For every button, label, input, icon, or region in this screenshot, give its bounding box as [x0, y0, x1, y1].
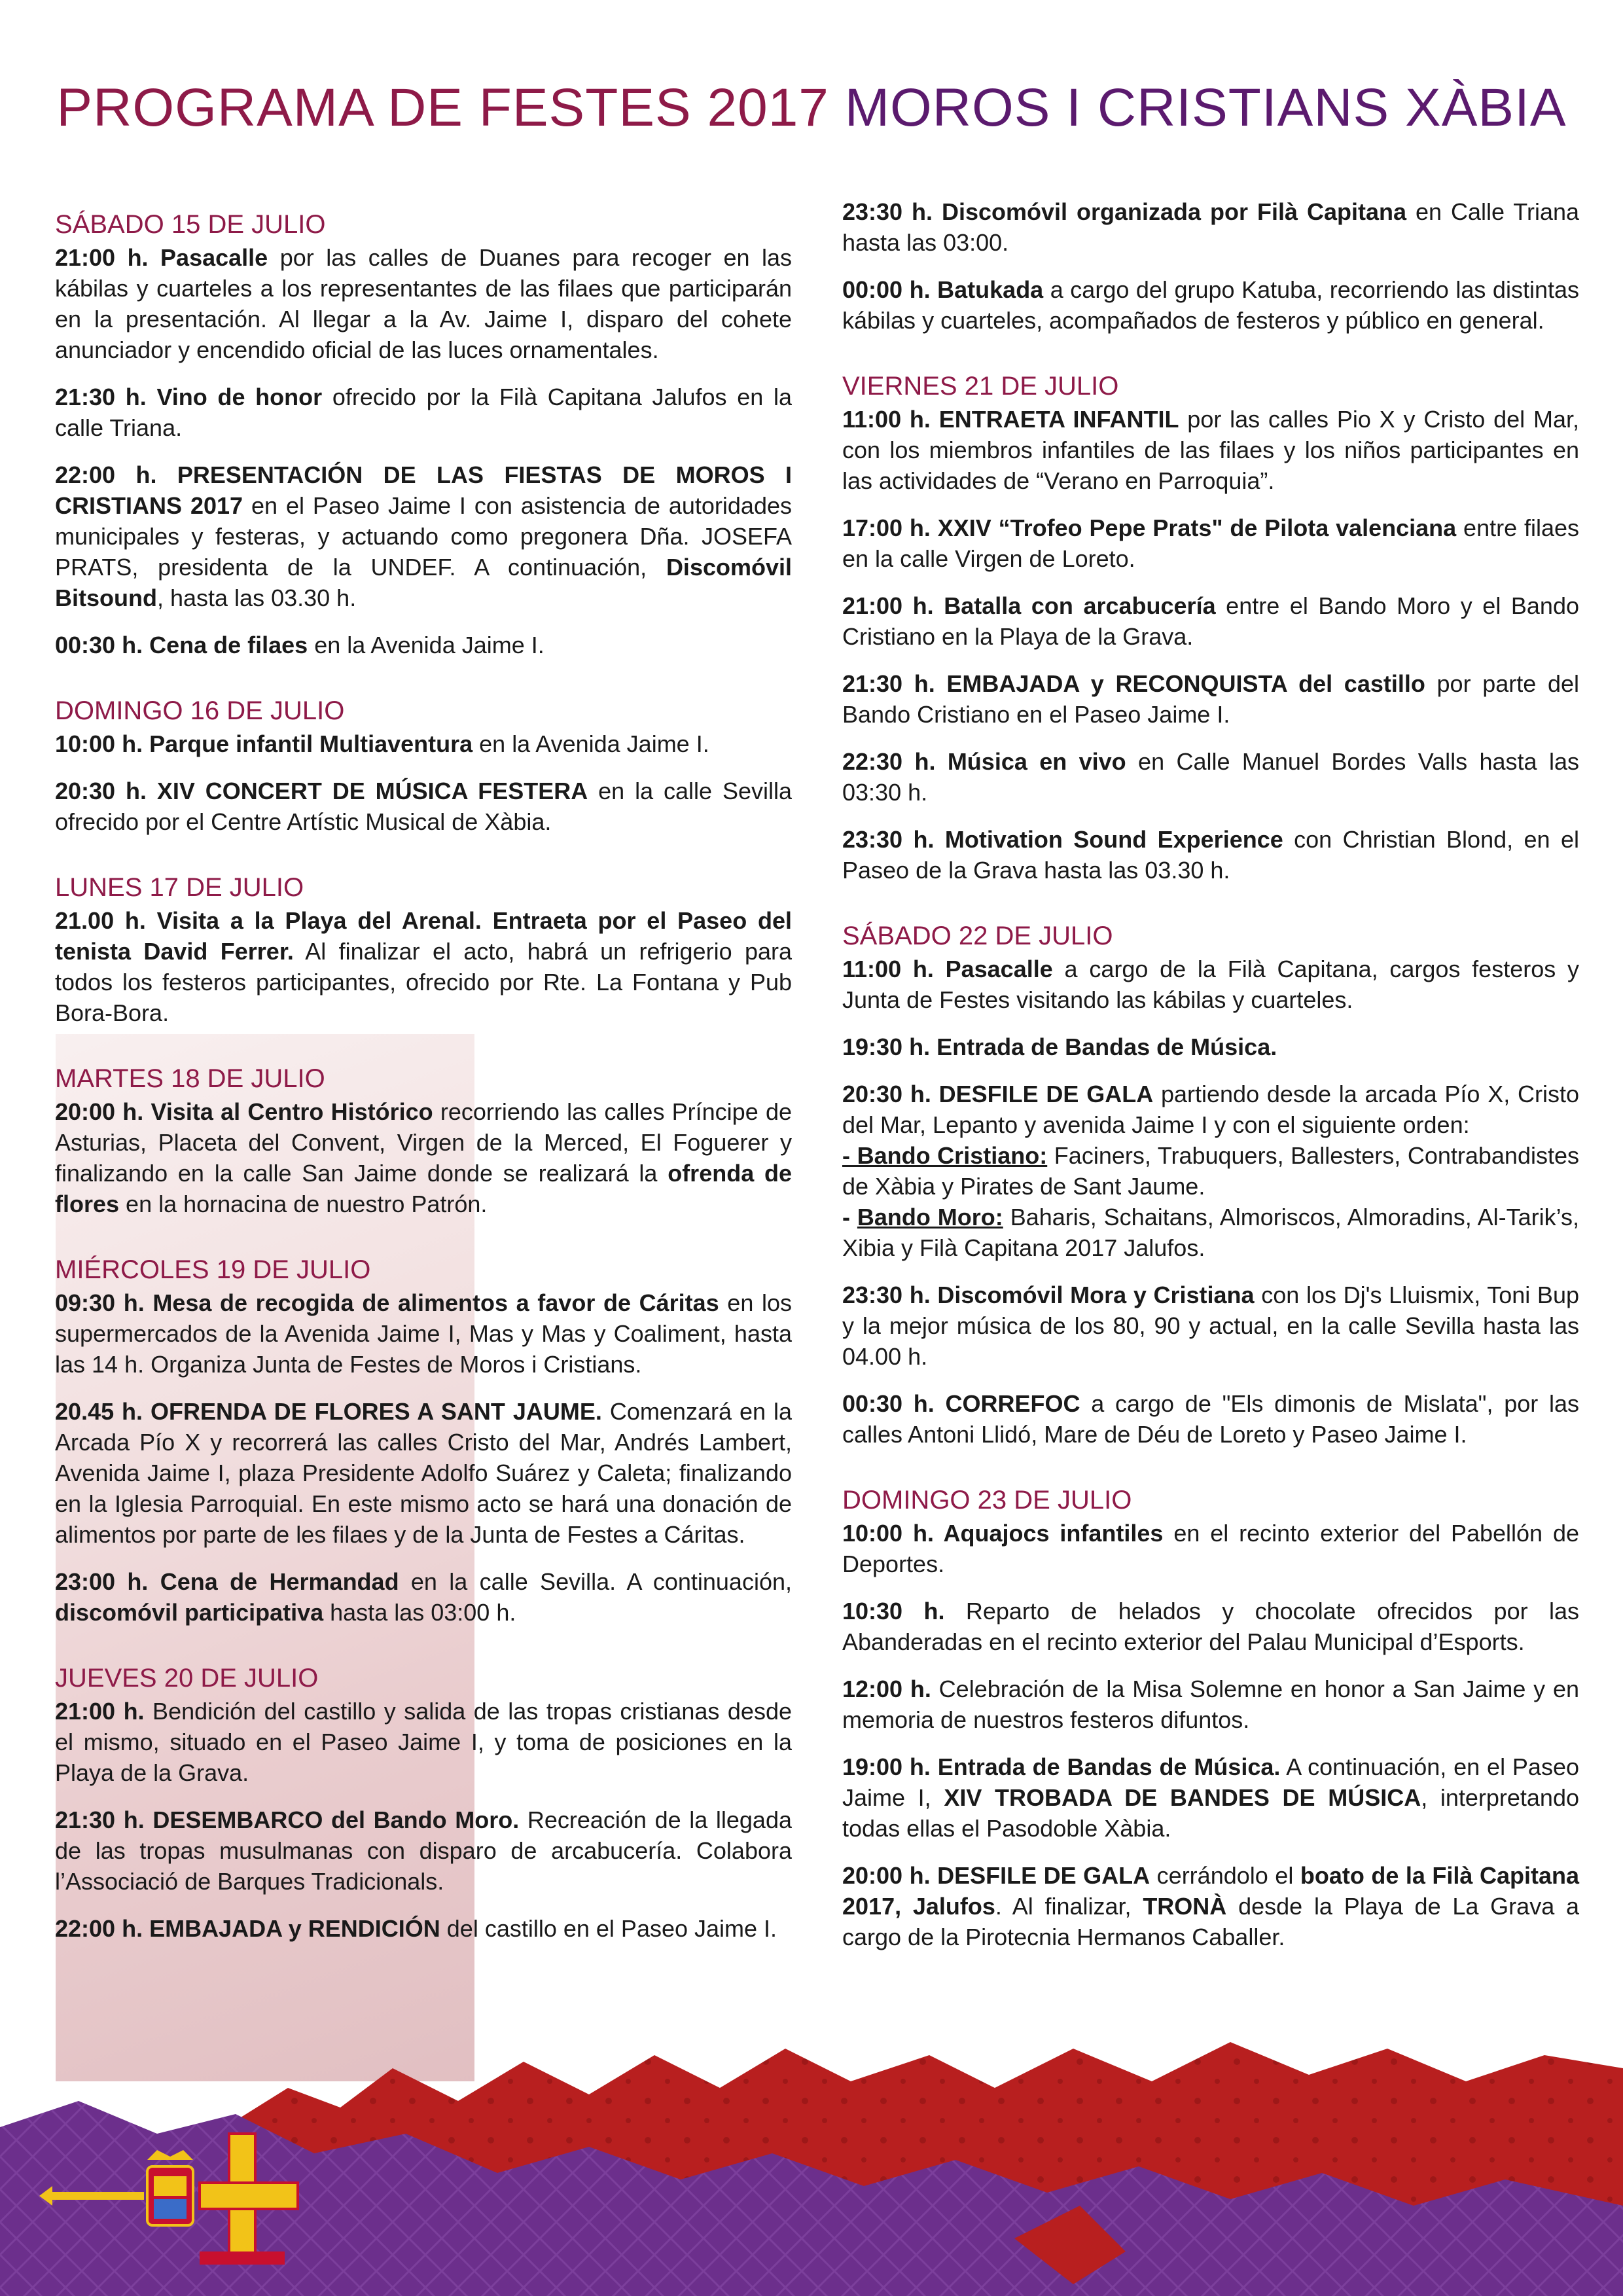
event-text: Faciners, Trabuquers, Ballesters, Contrabandistes de Xàbia y Pirates de Sant Jaume.: [842, 1142, 1579, 1200]
bando-moro-label: Bando Moro:: [857, 1204, 1003, 1230]
event-item: [842, 512, 1579, 574]
event-text: con Christian Blond, en el Paseo de la Grava hasta las 03.30 h.: [842, 826, 1579, 884]
event-text: Recreación de la llegada de las tropas musulmanas con disparo de arcabucería. Colabora l’Associació de Barques Tradicionals.: [55, 1806, 792, 1895]
event-item: [842, 1674, 1579, 1735]
title-part-1: PROGRAMA DE FESTES 2017: [56, 78, 829, 137]
event-text: en la Avenida Jaime I.: [473, 730, 709, 757]
event-text: en el recinto exterior del Pabellón de Deportes.: [842, 1520, 1579, 1577]
event-item: [55, 459, 792, 613]
event-text: partiendo desde la arcada Pío X, Cristo del Mar, Lepanto y avenida Jaime I y con el siguiente orden:: [842, 1081, 1579, 1138]
event-text: entre filaes en la calle Virgen de Loreto.: [842, 514, 1579, 572]
right-column: [842, 196, 1579, 1952]
event-item: [842, 746, 1579, 808]
event-item: [842, 590, 1579, 652]
day-18: [55, 1062, 792, 1219]
event-item: [842, 954, 1579, 1015]
bando-cristiano-label: - Bando Cristiano:: [842, 1142, 1048, 1169]
day-title: SÁBADO 15 DE JULIO: [55, 210, 326, 239]
event-text: desde la Playa de La Grava a cargo de la Pirotecnia Hermanos Caballer.: [842, 1893, 1580, 1950]
event-item: [55, 1696, 792, 1788]
event-time: 20:00 h. DESFILE DE GALA: [842, 1862, 1150, 1889]
event-text: Comenzará en la Arcada Pío X y recorrerá las calles Cristo del Mar, Andrés Lambert, Avenida Jaime I, plaza Presidente Adolfo Suárez y Caleta; finalizando en la Iglesia Parroquial. En este mismo acto se hará una donación de alimentos por parte de les filaes y de la Junta de Festes a Cáritas.: [55, 1398, 792, 1548]
event-item: [55, 905, 792, 1028]
event-item: [55, 1096, 792, 1219]
event-item: [842, 1751, 1579, 1844]
event-item: [842, 824, 1579, 886]
event-item: [55, 1913, 792, 1944]
dash: -: [842, 1204, 857, 1230]
event-text: del castillo en el Paseo Jaime I.: [440, 1915, 777, 1942]
day-19: [55, 1253, 792, 1628]
logo-graphic: [33, 2121, 308, 2271]
event-text: cerrándolo el: [1150, 1862, 1300, 1889]
event-item: [842, 1079, 1579, 1263]
day-title: DOMINGO 16 DE JULIO: [55, 696, 345, 725]
event-time: 23:30 h. Discomóvil Mora y Cristiana: [842, 1282, 1255, 1308]
event-item: [55, 1804, 792, 1897]
event-time: 17:00 h. XXIV “Trofeo Pepe Prats" de Pilota valenciana: [842, 514, 1457, 541]
event-item: [55, 382, 792, 443]
event-time: 09:30 h. Mesa de recogida de alimentos a favor de Cáritas: [55, 1289, 719, 1316]
event-text: en la calle Sevilla. A continuación,: [399, 1568, 792, 1595]
day-title: SÁBADO 22 DE JULIO: [842, 922, 1113, 950]
event-time: 21:30 h. EMBAJADA y RECONQUISTA del castillo: [842, 670, 1425, 697]
event-text: a cargo del grupo Katuba, recorriendo las distintas kábilas y cuarteles, acompañados de festeros y público en general.: [842, 276, 1579, 334]
event-time: 20.45 h. OFRENDA DE FLORES A SANT JAUME.: [55, 1398, 602, 1425]
day-23: [842, 1484, 1579, 1952]
event-item: [55, 242, 792, 365]
day-title: DOMINGO 23 DE JULIO: [842, 1486, 1132, 1515]
event-highlight: ofrenda de flores: [55, 1160, 792, 1217]
event-time: 21:00 h. Batalla con arcabucería: [842, 592, 1216, 619]
event-text: ofrecido por la Filà Capitana Jalufos en la calle Triana.: [55, 384, 792, 441]
day-title: MIÉRCOLES 19 DE JULIO: [55, 1255, 371, 1284]
event-text: en la hornacina de nuestro Patrón.: [119, 1191, 488, 1217]
event-time: 11:00 h. ENTRAETA INFANTIL: [842, 406, 1179, 433]
event-item: [842, 196, 1579, 258]
event-item: [55, 630, 792, 660]
event-text: Baharis, Schaitans, Almoriscos, Almoradins, Al-Tarik’s, Xibia y Filà Capitana 2017 Jalufos.: [842, 1204, 1579, 1261]
event-text: en el Paseo Jaime I con asistencia de autoridades municipales y festeras, y actuando como pregonera Dña. JOSEFA PRATS, presidenta de la UNDEF. A continuación,: [55, 492, 792, 581]
event-item: [842, 1518, 1579, 1579]
event-text: entre el Bando Moro y el Bando Cristiano en la Playa de la Grava.: [842, 592, 1579, 650]
event-text: en los supermercados de la Avenida Jaime I, Mas y Mas y Coaliment, hasta las 14 h. Organiza Junta de Festes de Moros i Cristians.: [55, 1289, 792, 1378]
event-time: 23:00 h. Cena de Hermandad: [55, 1568, 399, 1595]
event-time: 21:00 h.: [55, 1698, 145, 1725]
event-text: con los Dj's Lluismix, Toni Bup y la mejor música de los 80, 90 y actual, en la calle Sevilla hasta las 04.00 h.: [842, 1282, 1579, 1370]
day-20-continued: [842, 196, 1579, 336]
event-time: 20:30 h. XIV CONCERT DE MÚSICA FESTERA: [55, 778, 588, 804]
event-text: A continuación, en el Paseo Jaime I,: [842, 1753, 1579, 1811]
event-highlight: boato de la Filà Capitana 2017, Jalufos: [842, 1862, 1579, 1920]
event-text: a cargo de "Els dimonis de Mislata", por las calles Antoni Llidó, Mare de Déu de Loreto y Paseo Jaime I.: [842, 1390, 1579, 1448]
day-17: [55, 871, 792, 1028]
event-text: Bendición del castillo y salida de las tropas cristianas desde el mismo, situado en el Paseo Jaime I, y toma de posiciones en la Playa de la Grava.: [55, 1698, 792, 1786]
event-item: [842, 668, 1579, 730]
event-item: [842, 1031, 1579, 1062]
event-time: 22:30 h. Música en vivo: [842, 748, 1126, 775]
event-text: , interpretando todas ellas el Pasodoble Xàbia.: [842, 1784, 1579, 1842]
day-20: [55, 1662, 792, 1944]
event-text: por parte del Bando Cristiano en el Paseo Jaime I.: [842, 670, 1579, 728]
event-time: 21.00 h. Visita a la Playa del Arenal. Entraeta por el Paseo del tenista David Ferrer.: [55, 907, 792, 965]
day-22: [842, 920, 1579, 1450]
event-item: [55, 1287, 792, 1380]
event-time: 21:00 h. Pasacalle: [55, 244, 268, 271]
event-text: hasta las 03:00 h.: [323, 1599, 516, 1626]
event-time: 10:30 h.: [842, 1598, 945, 1624]
event-text: Reparto de helados y chocolate ofrecidos por las Abanderadas en el recinto exterior del Palau Municipal d’Esports.: [842, 1598, 1579, 1655]
event-item: [55, 776, 792, 837]
event-time: 00:00 h. Batukada: [842, 276, 1044, 303]
event-text: en la calle Sevilla ofrecido por el Centre Artístic Musical de Xàbia.: [55, 778, 792, 835]
event-item: [55, 1396, 792, 1550]
event-time: 21:30 h. DESEMBARCO del Bando Moro.: [55, 1806, 520, 1833]
event-time: 22:00 h. EMBAJADA y RENDICIÓN: [55, 1915, 440, 1942]
title: [0, 77, 1623, 139]
event-text: recorriendo las calles Príncipe de Asturias, Placeta del Convent, Virgen de la Merced, El Foguerer y finalizando en la calle San Jaime donde se realizará la: [55, 1098, 792, 1187]
event-time: 22:00 h. PRESENTACIÓN DE LAS FIESTAS DE MOROS I CRISTIANS 2017: [55, 461, 792, 519]
event-item: [842, 1860, 1579, 1952]
day-title: MARTES 18 DE JULIO: [55, 1064, 325, 1093]
event-time: 10:00 h. Aquajocs infantiles: [842, 1520, 1164, 1547]
event-time: 11:00 h. Pasacalle: [842, 956, 1053, 982]
event-time: 23:30 h. Motivation Sound Experience: [842, 826, 1283, 853]
left-column: [55, 208, 792, 1944]
event-item: [842, 1388, 1579, 1450]
event-text: , hasta las 03.30 h.: [156, 584, 357, 611]
event-text: Al finalizar el acto, habrá un refrigerio para todos los festeros participantes, ofrecido por Rte. La Fontana y Pub Bora-Bora.: [55, 938, 792, 1026]
event-text: por las calles Pio X y Cristo del Mar, con los miembros infantiles de las filaes y los niños participantes en las actividades de “Verano en Parroquia”.: [842, 406, 1580, 494]
day-15: [55, 208, 792, 660]
event-text: a cargo de la Filà Capitana, cargos festeros y Junta de Festes visitando las kábilas y cuarteles.: [842, 956, 1579, 1013]
event-text: en Calle Manuel Bordes Valls hasta las 03:30 h.: [842, 748, 1579, 806]
event-time: 10:00 h. Parque infantil Multiaventura: [55, 730, 473, 757]
event-time: 23:30 h. Discomóvil organizada por Filà Capitana: [842, 198, 1406, 225]
event-item: [55, 728, 792, 759]
event-item: [842, 404, 1579, 496]
event-item: [842, 1280, 1579, 1372]
event-text: Celebración de la Misa Solemne en honor a San Jaime y en memoria de nuestros festeros difuntos.: [842, 1676, 1579, 1733]
event-highlight: discomóvil participativa: [55, 1599, 324, 1626]
event-time: 21:30 h. Vino de honor: [55, 384, 323, 410]
event-text: . Al finalizar,: [995, 1893, 1143, 1920]
event-time: 19:30 h. Entrada de Bandas de Música.: [842, 1033, 1277, 1060]
event-time: 00:30 h. CORREFOC: [842, 1390, 1080, 1417]
event-time: 12:00 h.: [842, 1676, 931, 1702]
event-item: [842, 1596, 1579, 1657]
event-text: por las calles de Duanes para recoger en las kábilas y cuarteles a los representantes de las filaes que participarán en la presentación. Al llegar a la Av. Jaime I, disparo del cohete anunciador y encendido oficial de las luces ornamentales.: [55, 244, 793, 363]
title-part-2: MOROS I CRISTIANS XÀBIA: [844, 78, 1567, 137]
event-text: en Calle Triana hasta las 03:00.: [842, 198, 1580, 256]
event-time: 19:00 h. Entrada de Bandas de Música.: [842, 1753, 1281, 1780]
day-title: VIERNES 21 DE JULIO: [842, 372, 1119, 401]
event-time: 20:30 h. DESFILE DE GALA: [842, 1081, 1154, 1107]
event-highlight: Discomóvil Bitsound: [55, 554, 792, 611]
festival-logo: [33, 2121, 308, 2271]
day-16: [55, 694, 792, 837]
day-title: JUEVES 20 DE JULIO: [55, 1664, 319, 1693]
event-text: en la Avenida Jaime I.: [308, 632, 544, 658]
day-title: LUNES 17 DE JULIO: [55, 873, 304, 902]
event-time: 20:00 h. Visita al Centro Histórico: [55, 1098, 433, 1125]
event-highlight: XIV TROBADA DE BANDES DE MÚSICA: [944, 1784, 1421, 1811]
event-item: [55, 1566, 792, 1628]
event-highlight: TRONÀ: [1143, 1893, 1227, 1920]
event-time: 00:30 h. Cena de filaes: [55, 632, 308, 658]
event-item: [842, 274, 1579, 336]
day-21: [842, 370, 1579, 886]
